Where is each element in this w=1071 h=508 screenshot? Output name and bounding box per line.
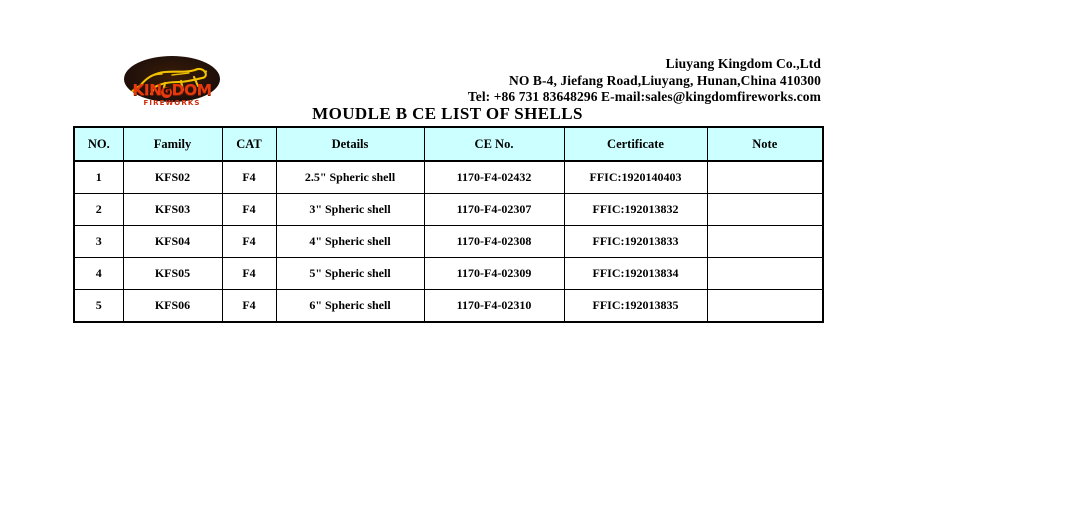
cell-details: 5" Spheric shell <box>276 258 424 290</box>
cell-details: 4" Spheric shell <box>276 226 424 258</box>
logo-wordmark <box>124 83 220 99</box>
table-row <box>74 161 823 194</box>
table-header-row <box>74 127 823 161</box>
cell-ce-no: 1170-F4-02309 <box>424 258 564 290</box>
cell-details: 2.5" Spheric shell <box>276 161 424 194</box>
cell-no: 3 <box>74 226 123 258</box>
cell-note <box>707 258 823 290</box>
shells-ce-list-table <box>73 126 824 323</box>
cell-ce-no: 1170-F4-02310 <box>424 290 564 323</box>
cell-details: 6" Spheric shell <box>276 290 424 323</box>
column-header-cat: CAT <box>222 127 276 161</box>
column-header-family: Family <box>123 127 222 161</box>
logo-tagline: FIREWORKS <box>143 99 201 107</box>
cell-ce-no: 1170-F4-02308 <box>424 226 564 258</box>
cell-certificate: FFIC:192013833 <box>564 226 707 258</box>
column-header-details: Details <box>276 127 424 161</box>
cell-cat: F4 <box>222 226 276 258</box>
table-row <box>74 258 823 290</box>
page-title: MOUDLE B CE LIST OF SHELLS <box>312 104 583 123</box>
logo-wordmark-part-2: DOM <box>171 81 212 99</box>
table-body <box>74 161 823 322</box>
table-row <box>74 226 823 258</box>
company-name: Liuyang Kingdom Co.,Ltd <box>665 56 821 71</box>
cell-ce-no: 1170-F4-02432 <box>424 161 564 194</box>
cell-family: KFS06 <box>123 290 222 323</box>
company-header <box>300 56 821 106</box>
cell-family: KFS04 <box>123 226 222 258</box>
cell-ce-no: 1170-F4-02307 <box>424 194 564 226</box>
cell-cat: F4 <box>222 290 276 323</box>
column-header-no: NO. <box>74 127 123 161</box>
cell-no: 1 <box>74 161 123 194</box>
cell-no: 5 <box>74 290 123 323</box>
cell-certificate: FFIC:192013835 <box>564 290 707 323</box>
logo-wordmark-g: G <box>161 87 172 98</box>
logo-wordmark-part-1: KIN <box>132 81 162 99</box>
cell-note <box>707 194 823 226</box>
cell-note <box>707 290 823 323</box>
cell-family: KFS02 <box>123 161 222 194</box>
cell-details: 3" Spheric shell <box>276 194 424 226</box>
cell-certificate: FFIC:1920140403 <box>564 161 707 194</box>
column-header-ce-no: CE No. <box>424 127 564 161</box>
cell-note <box>707 161 823 194</box>
cell-no: 2 <box>74 194 123 226</box>
cell-family: KFS05 <box>123 258 222 290</box>
cell-cat: F4 <box>222 258 276 290</box>
company-contact: Tel: +86 731 83648296 E-mail:sales@kingdomfireworks.com <box>467 89 821 104</box>
cell-no: 4 <box>74 258 123 290</box>
column-header-certificate: Certificate <box>564 127 707 161</box>
company-address: NO B-4, Jiefang Road,Liuyang, Hunan,China 410300 <box>509 72 821 88</box>
column-header-note: Note <box>707 127 823 161</box>
cell-certificate: FFIC:192013832 <box>564 194 707 226</box>
cell-cat: F4 <box>222 194 276 226</box>
table-row <box>74 194 823 226</box>
cell-certificate: FFIC:192013834 <box>564 258 707 290</box>
table-row <box>74 290 823 323</box>
cell-family: KFS03 <box>123 194 222 226</box>
cell-cat: F4 <box>222 161 276 194</box>
cell-note <box>707 226 823 258</box>
